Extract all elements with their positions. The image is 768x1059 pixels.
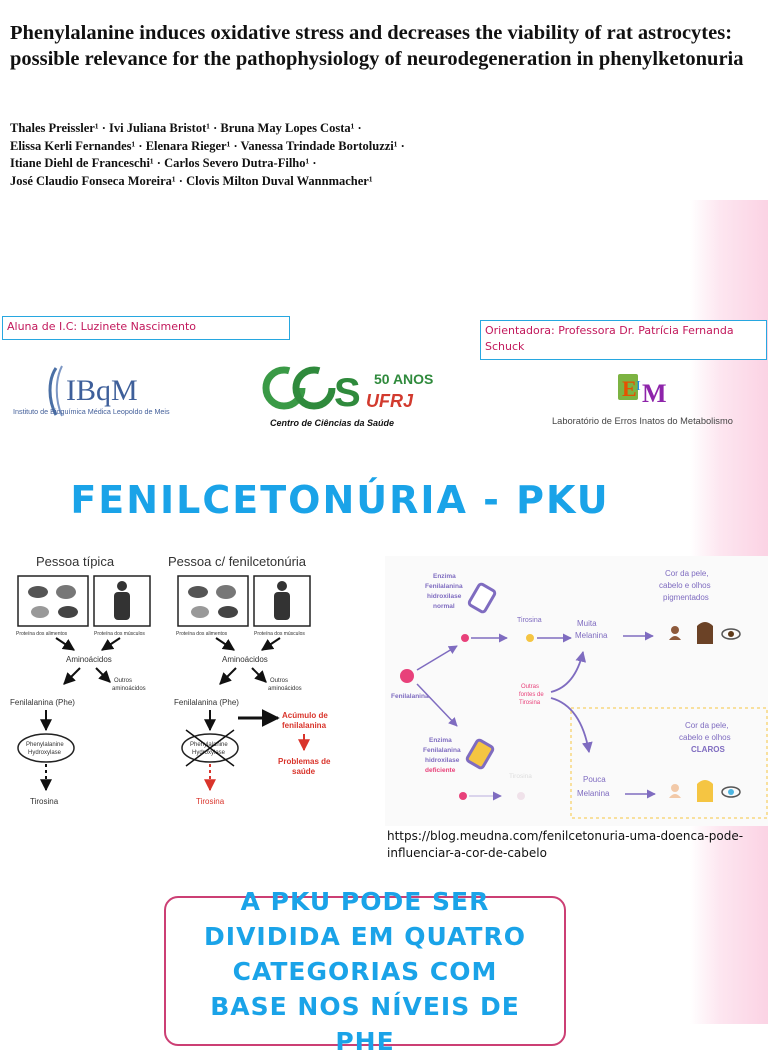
ccs-ufrj: UFRJ: [366, 391, 414, 411]
phe-label: Fenilalanina: [391, 693, 429, 700]
phe-center-dot: [400, 669, 414, 683]
author-line: José Claudio Fonseca Moreira¹ · Clovis Milton Duval Wannmacher¹: [10, 173, 373, 188]
muscle-proteins-label: Proteína dos músculos: [94, 631, 145, 637]
ccs-s-mark: S: [334, 371, 361, 415]
tyrosine-label-pku: Tirosina: [196, 797, 225, 806]
tyrosine-label: Tirosina: [517, 617, 542, 624]
advisor-credit: Orientadora: Professora Dr. Patrícia Fernanda Schuck: [480, 320, 767, 360]
pigmented-label: cabelo e olhos: [659, 581, 711, 590]
much-melanin-label: Melanina: [575, 631, 608, 640]
other-amino-label: aminoácidos: [112, 686, 146, 692]
other-sources-label: Tirosina: [519, 700, 541, 706]
paper-header: [0, 0, 768, 200]
slide-title: FENILCETONÚRIA - PKU: [70, 478, 610, 522]
ccs-logo: [262, 362, 434, 434]
arrow-food-amino: [56, 638, 74, 650]
light-skin-icon: [671, 784, 679, 792]
ibqm-caption: Instituto de Bioquímica Médica Leopoldo de Meis: [13, 407, 170, 416]
lab-m-mark: M: [642, 379, 667, 408]
accumulation-label: Acúmulo de: [282, 711, 328, 720]
enzyme-deficient-label: hidroxilase: [425, 757, 460, 764]
arrow-amino-other: [96, 668, 110, 682]
little-melanin-label: Pouca: [583, 775, 606, 784]
person-head-icon: [277, 581, 287, 591]
enzyme-label: Phenylalanine: [190, 742, 228, 748]
pigmented-label: pigmentados: [663, 593, 709, 602]
enzyme-deficient-label: deficiente: [425, 767, 456, 774]
food-proteins-label: Proteína dos alimentos: [16, 631, 68, 637]
arrow-muscle-amino: [102, 638, 120, 650]
chicken-icon: [58, 606, 78, 618]
person-head-icon: [117, 581, 127, 591]
accumulation-label: fenilalanina: [282, 721, 327, 730]
enzyme-normal-label: Enzima: [433, 573, 456, 580]
pku-categories-callout: [164, 887, 566, 1056]
person-body-icon: [274, 592, 290, 620]
enzyme-ellipse: [18, 734, 74, 762]
other-sources-label: fontes de: [519, 692, 544, 698]
much-melanin-label: Muita: [577, 619, 597, 628]
author-line: Itiane Diehl de Franceschi¹ · Carlos Severo Dutra-Filho¹ ·: [10, 156, 317, 170]
other-amino-label: Outros: [114, 678, 133, 684]
pigmented-label: Cor da pele,: [665, 569, 709, 578]
enzyme-label: Hydroxylase: [28, 750, 62, 756]
phe-dot-top: [461, 634, 469, 642]
student-credit: Aluna de I.C: Luzinete Nascimento: [2, 316, 290, 340]
phe-dot-bottom: [459, 792, 467, 800]
fish-icon: [28, 586, 48, 598]
muscle-proteins-label: Proteína dos músculos: [254, 631, 305, 637]
enzyme-normal-label: Fenilalanina: [425, 583, 463, 590]
other-amino-label: Outros: [270, 678, 289, 684]
author-list: [10, 120, 710, 190]
steak-icon: [216, 585, 236, 599]
other-sources-label: Outras: [521, 684, 540, 690]
light-label: CLAROS: [691, 745, 725, 754]
callout-text: [166, 884, 564, 1059]
author-line: Thales Preissler¹ · Ivi Juliana Bristot¹ · Bruna May Lopes Costa¹ ·: [10, 121, 362, 135]
food-proteins-label: Proteína dos alimentos: [176, 631, 228, 637]
tyrosine-faded-dot: [517, 792, 525, 800]
lab-i-mark: I: [636, 379, 641, 394]
paper-title: Phenylalanine induces oxidative stress and decreases the viability of rat astrocytes: possible relevance for the pathophysiology of neurodegeneration in phenylketonuria: [10, 22, 744, 70]
arrow-amino-phe: [64, 668, 80, 684]
arrow-amino-other-pku: [252, 668, 266, 682]
lab-caption: Laboratório de Erros Inatos do Metabolismo: [552, 416, 733, 426]
arrow-food-amino-pku: [216, 638, 234, 650]
phe-label: Fenilalanina (Phe): [10, 698, 75, 707]
melanin-pathway-diagram: [385, 556, 768, 826]
arrow-amino-phe-pku: [220, 668, 236, 684]
iris-light-icon: [728, 789, 734, 795]
callout-line: CATEGORIAS COM: [232, 957, 498, 986]
amino-acids-label: Aminoácidos: [222, 655, 268, 664]
light-label: Cor da pele,: [685, 721, 729, 730]
enzyme-normal-label: normal: [433, 603, 455, 610]
light-hair-icon: [697, 780, 713, 802]
egg-icon: [191, 606, 209, 618]
phe-label: Fenilalanina (Phe): [174, 698, 239, 707]
callout-line: PHE: [335, 1027, 395, 1056]
col2-title: Pessoa c/ fenilcetonúria: [168, 554, 307, 569]
author-line: Elissa Kerli Fernandes¹ · Elenara Rieger¹ · Vanessa Trindade Bortoluzzi¹ ·: [10, 138, 405, 153]
ibqm-mark: IBqM: [66, 374, 138, 407]
enzyme-label: Phenylalanine: [26, 742, 64, 748]
enzyme-deficient-label: Fenilalanina: [423, 747, 461, 754]
steak-icon: [56, 585, 76, 599]
callout-line: BASE NOS NÍVEIS DE: [210, 992, 520, 1021]
chicken-icon: [218, 606, 238, 618]
egg-icon: [31, 606, 49, 618]
light-label: cabelo e olhos: [679, 733, 731, 742]
ibqm-logo: [8, 360, 208, 430]
dark-hair-icon: [697, 622, 713, 644]
source-link[interactable]: https://blog.meudna.com/fenilcetonuria-uma-doenca-pode-influenciar-a-cor-de-cabelo: [387, 829, 744, 860]
health-label: saúde: [292, 767, 316, 776]
person-body-icon: [114, 592, 130, 620]
ccs-caption: Centro de Ciências da Saúde: [270, 418, 395, 428]
enzyme-normal-label: hidroxilase: [427, 593, 462, 600]
callout-line: DIVIDIDA EM QUATRO: [204, 922, 526, 951]
little-melanin-label: Melanina: [577, 789, 610, 798]
lab-logo: [548, 364, 758, 432]
health-label: Problemas de: [278, 757, 331, 766]
other-amino-label: aminoácidos: [268, 686, 302, 692]
tyrosine-label: Tirosina: [30, 797, 59, 806]
food-proteins-box-pku: [178, 576, 248, 626]
iris-dark-icon: [728, 631, 734, 637]
arrow-muscle-amino-pku: [262, 638, 280, 650]
lab-e-mark: E: [622, 376, 637, 401]
tyrosine-faded-label: Tirosina: [509, 773, 532, 780]
fish-icon: [188, 586, 208, 598]
dark-skin-icon: [671, 626, 679, 634]
food-proteins-box: [18, 576, 88, 626]
col1-title: Pessoa típica: [36, 554, 115, 569]
enzyme-deficient-label: Enzima: [429, 737, 452, 744]
pku-pathway-diagram: [6, 550, 346, 812]
amino-acids-label: Aminoácidos: [66, 655, 112, 664]
callout-line: A PKU PODE SER: [240, 887, 490, 916]
enzyme-label: Hydroxylase: [192, 750, 226, 756]
ccs-anos: 50 ANOS: [374, 371, 434, 387]
tyrosine-dot: [526, 634, 534, 642]
